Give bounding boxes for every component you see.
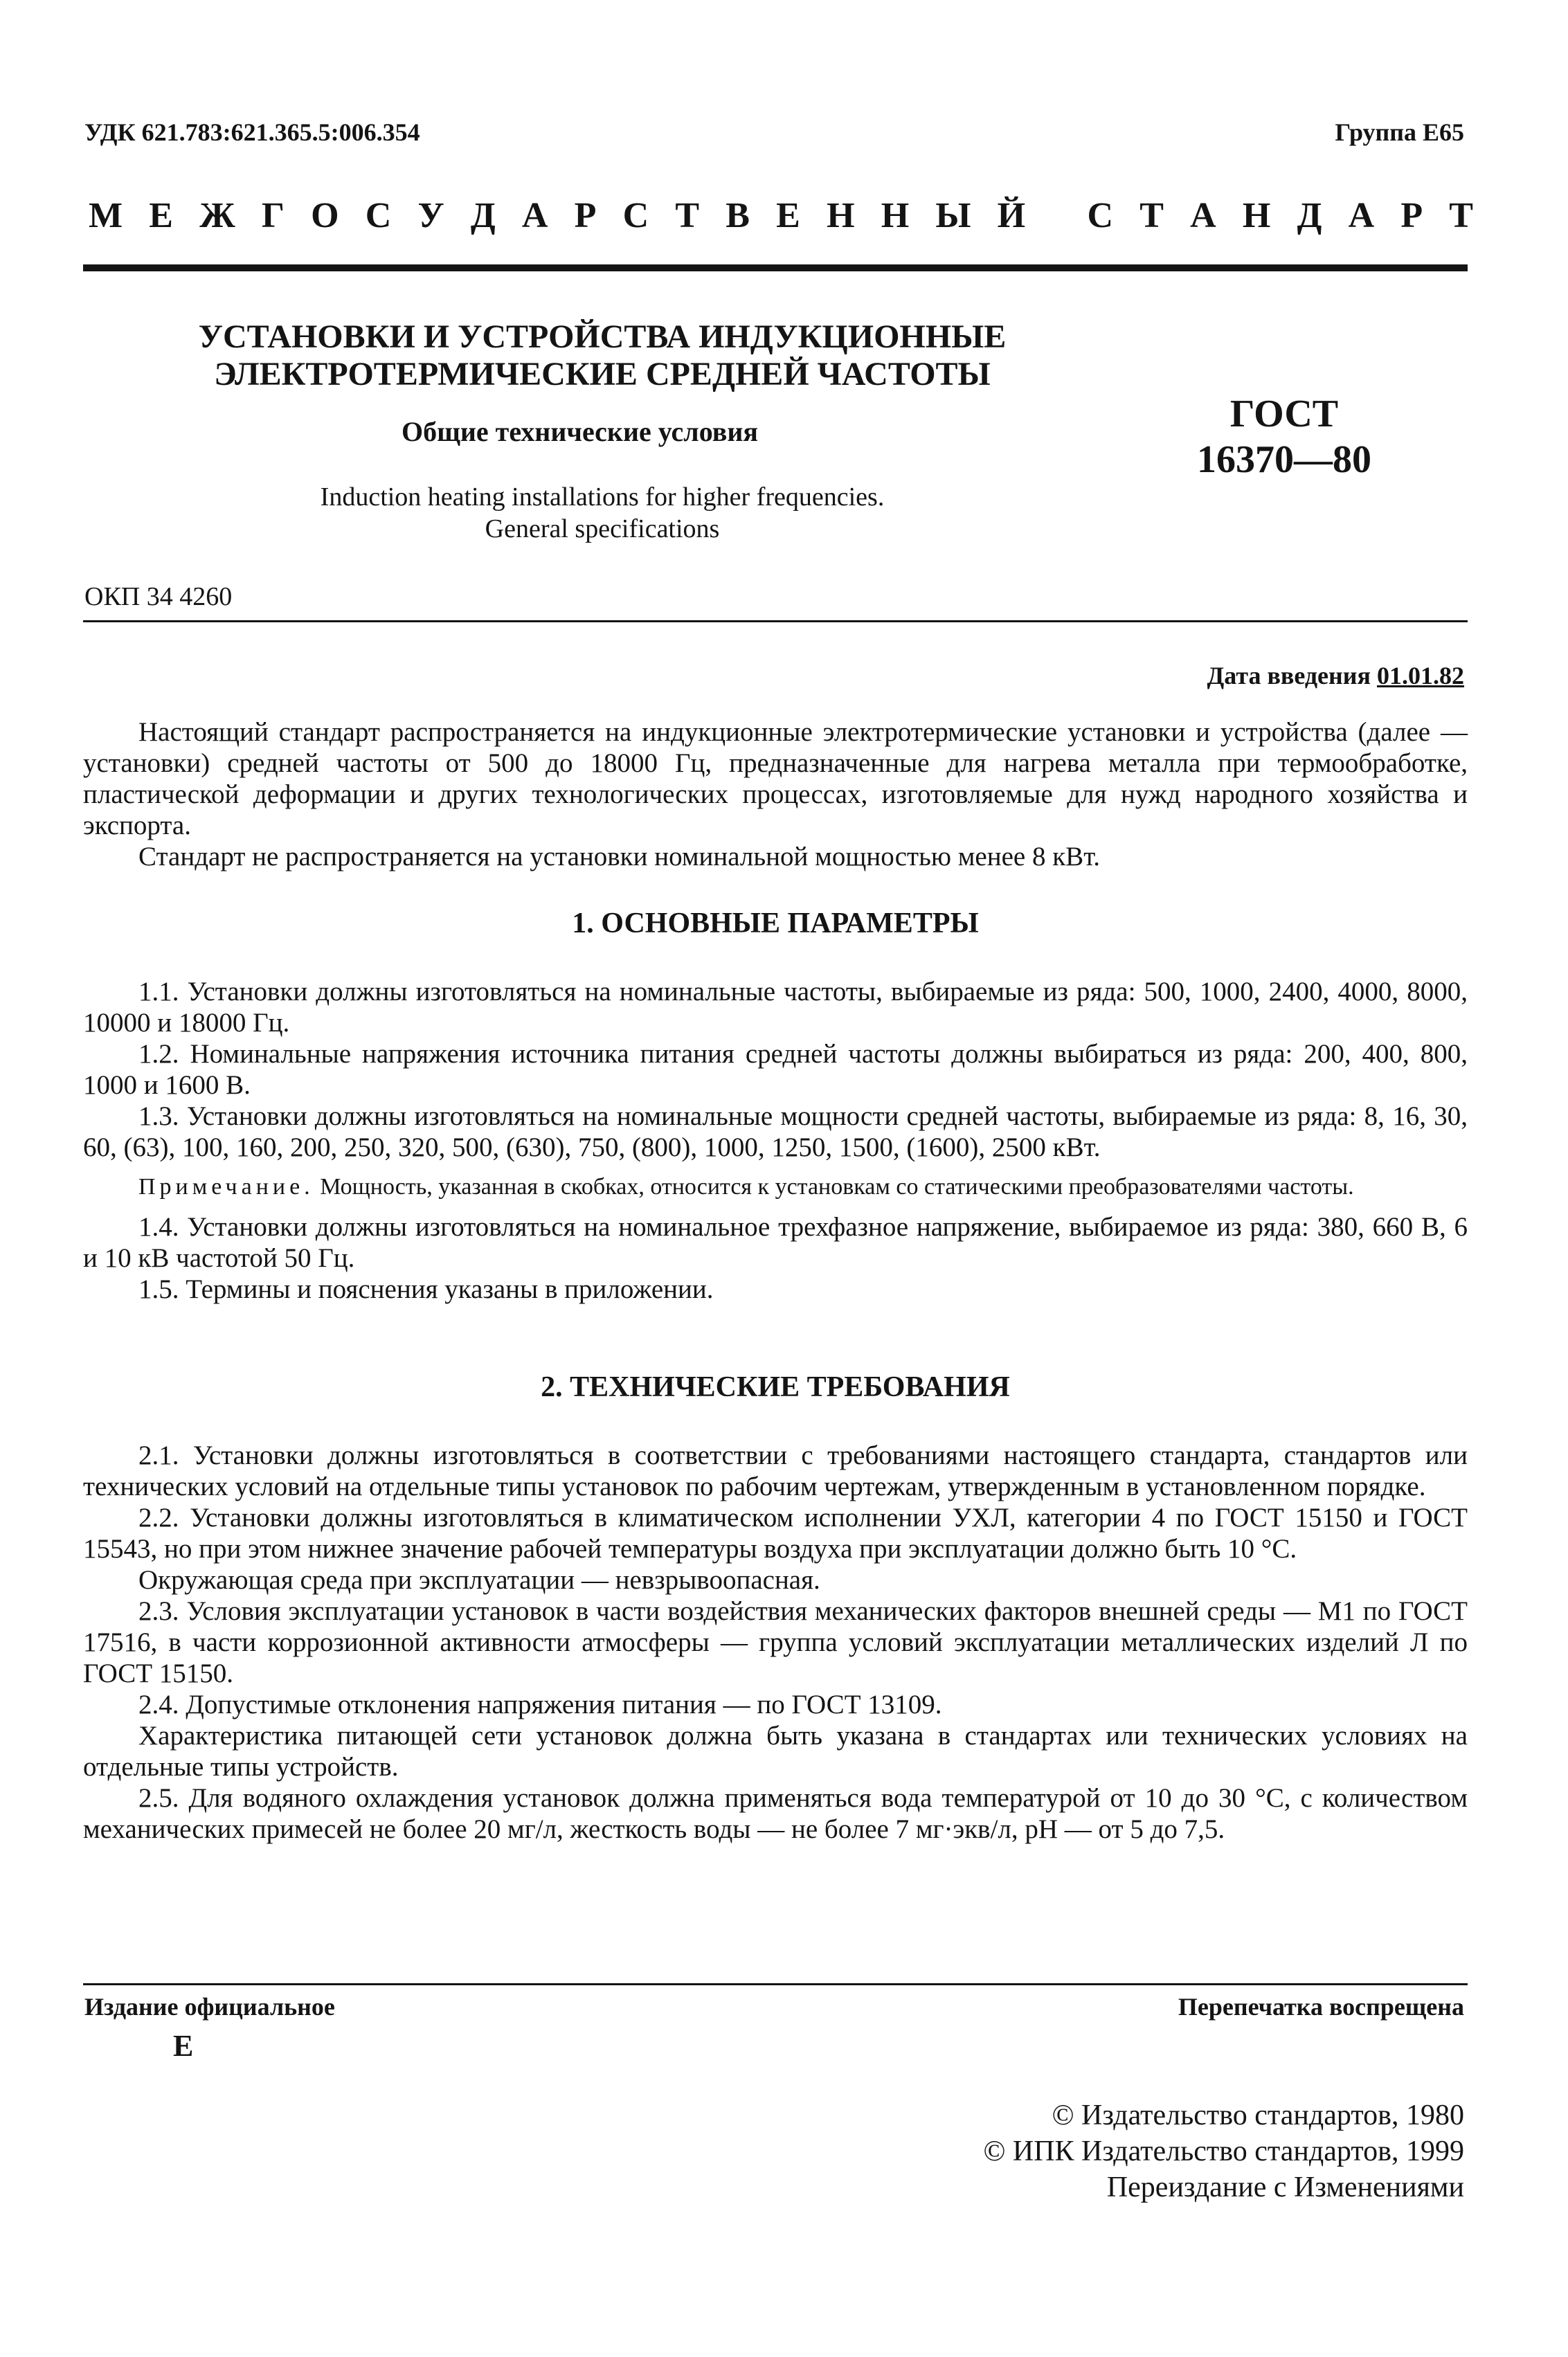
english-title <box>194 481 1011 545</box>
banner-letter: Р <box>574 196 597 235</box>
interstate-standard-banner <box>89 195 1473 236</box>
copyright-block <box>983 2097 1464 2205</box>
introduction-date-value: 01.01.82 <box>1377 662 1464 689</box>
note-1-3 <box>83 1173 1468 1202</box>
introduction-date-label: Дата введения <box>1207 662 1371 689</box>
title-line-2: ЭЛЕКТРОТЕРМИЧЕСКИЕ СРЕДНЕЙ ЧАСТОТЫ <box>214 356 991 392</box>
udk-code: УДК 621.783:621.365.5:006.354 <box>84 118 420 146</box>
clause-1-3: 1.3. Установки должны изготовляться на номинальные мощности средней частоты, выбираемые из ряда: 8, 16, 30, 60, (63), 100, 160, 200, 250, 320, 500, (630), 750, (800), 1000, 1250, 1500, (1600), 2500 кВт. <box>83 1101 1468 1162</box>
section-2-heading: 2. ТЕХНИЧЕСКИЕ ТРЕБОВАНИЯ <box>541 1371 1010 1403</box>
title-line-1: УСТАНОВКИ И УСТРОЙСТВА ИНДУКЦИОННЫЕ <box>198 318 1007 355</box>
gost-label: ГОСТ <box>1229 392 1339 435</box>
banner-letter: Д <box>470 196 496 235</box>
banner-letter: Т <box>1449 196 1473 235</box>
reprint-prohibited: Перепечатка воспрещена <box>1178 1993 1464 2021</box>
note-text: Мощность, указанная в скобках, относится к установкам со статическими преобразователями частоты. <box>320 1174 1354 1200</box>
banner-letter: А <box>1348 196 1375 235</box>
banner-letter: Й <box>997 196 1026 235</box>
gost-designation <box>1163 391 1405 482</box>
section-2-body <box>83 1440 1468 1845</box>
copyright-1999: © ИПК Издательство стандартов, 1999 <box>983 2135 1464 2167</box>
banner-letter: Р <box>1400 196 1423 235</box>
banner-letter: Г <box>261 196 285 235</box>
clause-2-3: 2.3. Условия эксплуатации установок в части воздействия механических факторов внешней среды — М1 по ГОСТ 17516, в части коррозионной активности атмосферы — группа условий эксплуатации металлических изделий Л по ГОСТ 15150. <box>83 1596 1468 1688</box>
clause-1-1: 1.1. Установки должны изготовляться на номинальные частоты, выбираемые из ряда: 500, 1000, 2400, 4000, 8000, 10000 и 18000 Гц. <box>83 977 1468 1038</box>
official-edition: Издание официальное <box>84 1993 335 2021</box>
header-thick-rule <box>83 264 1468 271</box>
section-1-body <box>83 976 1468 1305</box>
banner-letter: Н <box>1242 196 1271 235</box>
banner-letter: Т <box>675 196 700 235</box>
banner-letter: О <box>311 196 339 235</box>
gost-number: 16370—80 <box>1197 438 1371 481</box>
banner-letter: Д <box>1297 196 1322 235</box>
note-label: Примечание. <box>138 1174 314 1200</box>
clause-1-2: 1.2. Номинальные напряжения источника питания средней частоты должны выбираться из ряда: 200, 400, 800, 1000 и 1600 В. <box>83 1039 1468 1100</box>
english-title-line-1: Induction heating installations for higher frequencies. <box>320 482 885 512</box>
english-title-line-2: General specifications <box>485 514 720 543</box>
banner-letter: Н <box>827 196 855 235</box>
banner-letter: Е <box>149 196 173 235</box>
banner-letter: У <box>417 196 444 235</box>
section-1-heading: 1. ОСНОВНЫЕ ПАРАМЕТРЫ <box>572 907 979 939</box>
intro-block <box>83 716 1468 872</box>
reissue-note: Переиздание с Изменениями <box>1106 2171 1464 2203</box>
banner-letter: А <box>521 196 548 235</box>
banner-letter: А <box>1190 196 1216 235</box>
okp-code: ОКП 34 4260 <box>84 582 233 611</box>
banner-letter: С <box>365 196 392 235</box>
group-code: Группа Е65 <box>1335 118 1464 146</box>
title-rule <box>83 620 1468 622</box>
banner-letter: М <box>89 196 123 235</box>
clause-2-4: 2.4. Допустимые отклонения напряжения питания — по ГОСТ 13109. <box>138 1690 942 1719</box>
banner-letter: Е <box>776 196 800 235</box>
banner-letter: Ы <box>935 196 971 235</box>
banner-letter: С <box>1087 196 1114 235</box>
clause-2-4-network: Характеристика питающей сети установок должна быть указана в стандартах или технических условиях на отдельные типы устройств. <box>83 1721 1468 1782</box>
clause-1-5: 1.5. Термины и пояснения указаны в приложении. <box>138 1274 714 1304</box>
intro-paragraph-1: Настоящий стандарт распространяется на индукционные электротермические установки и устройства (далее — установки) средней частоты от 500 до 18000 Гц, предназначенные для нагрева металла при термообработке, пластической деформации и других технологических процессах, изготовляемые для нужд народного хозяйства и экспорта. <box>83 717 1468 840</box>
banner-letter: Н <box>881 196 910 235</box>
clause-2-5: 2.5. Для водяного охлаждения установок должна применяться вода температурой от 10 до 30 °С, с количеством механических примесей не более 20 мг/л, жесткость воды — не более 7 мг·экв/л, рН — от 5 до 7,5. <box>83 1783 1468 1844</box>
document-subtitle: Общие технические условия <box>402 416 759 447</box>
footer-rule <box>83 1983 1468 1985</box>
banner-letter: Ж <box>199 196 235 235</box>
banner-letter: Т <box>1139 196 1164 235</box>
banner-letter: С <box>622 196 649 235</box>
clause-2-2-environment: Окружающая среда при эксплуатации — невзрывоопасная. <box>138 1565 820 1595</box>
clause-1-4: 1.4. Установки должны изготовляться на номинальное трехфазное напряжение, выбираемое из ряда: 380, 660 В, 6 и 10 кВ частотой 50 Гц. <box>83 1212 1468 1273</box>
clause-2-2: 2.2. Установки должны изготовляться в климатическом исполнении УХЛ, категории 4 по ГОСТ 15150 и ГОСТ 15543, но при этом нижнее значение рабочей температуры воздуха при эксплуатации должно быть 10 °С. <box>83 1503 1468 1564</box>
document-title <box>152 318 1052 393</box>
edition-letter: Е <box>173 2029 194 2063</box>
banner-letter <box>1052 195 1061 236</box>
clause-2-1: 2.1. Установки должны изготовляться в соответствии с требованиями настоящего стандарта, стандартов или технических условий на отдельные типы установок по рабочим чертежам, утвержденным в установленном порядке. <box>83 1441 1468 1501</box>
intro-paragraph-2: Стандарт не распространяется на установки номинальной мощностью менее 8 кВт. <box>138 842 1101 872</box>
introduction-date <box>1207 661 1465 690</box>
copyright-1980: © Издательство стандартов, 1980 <box>1052 2099 1464 2131</box>
banner-letter: В <box>726 196 750 235</box>
